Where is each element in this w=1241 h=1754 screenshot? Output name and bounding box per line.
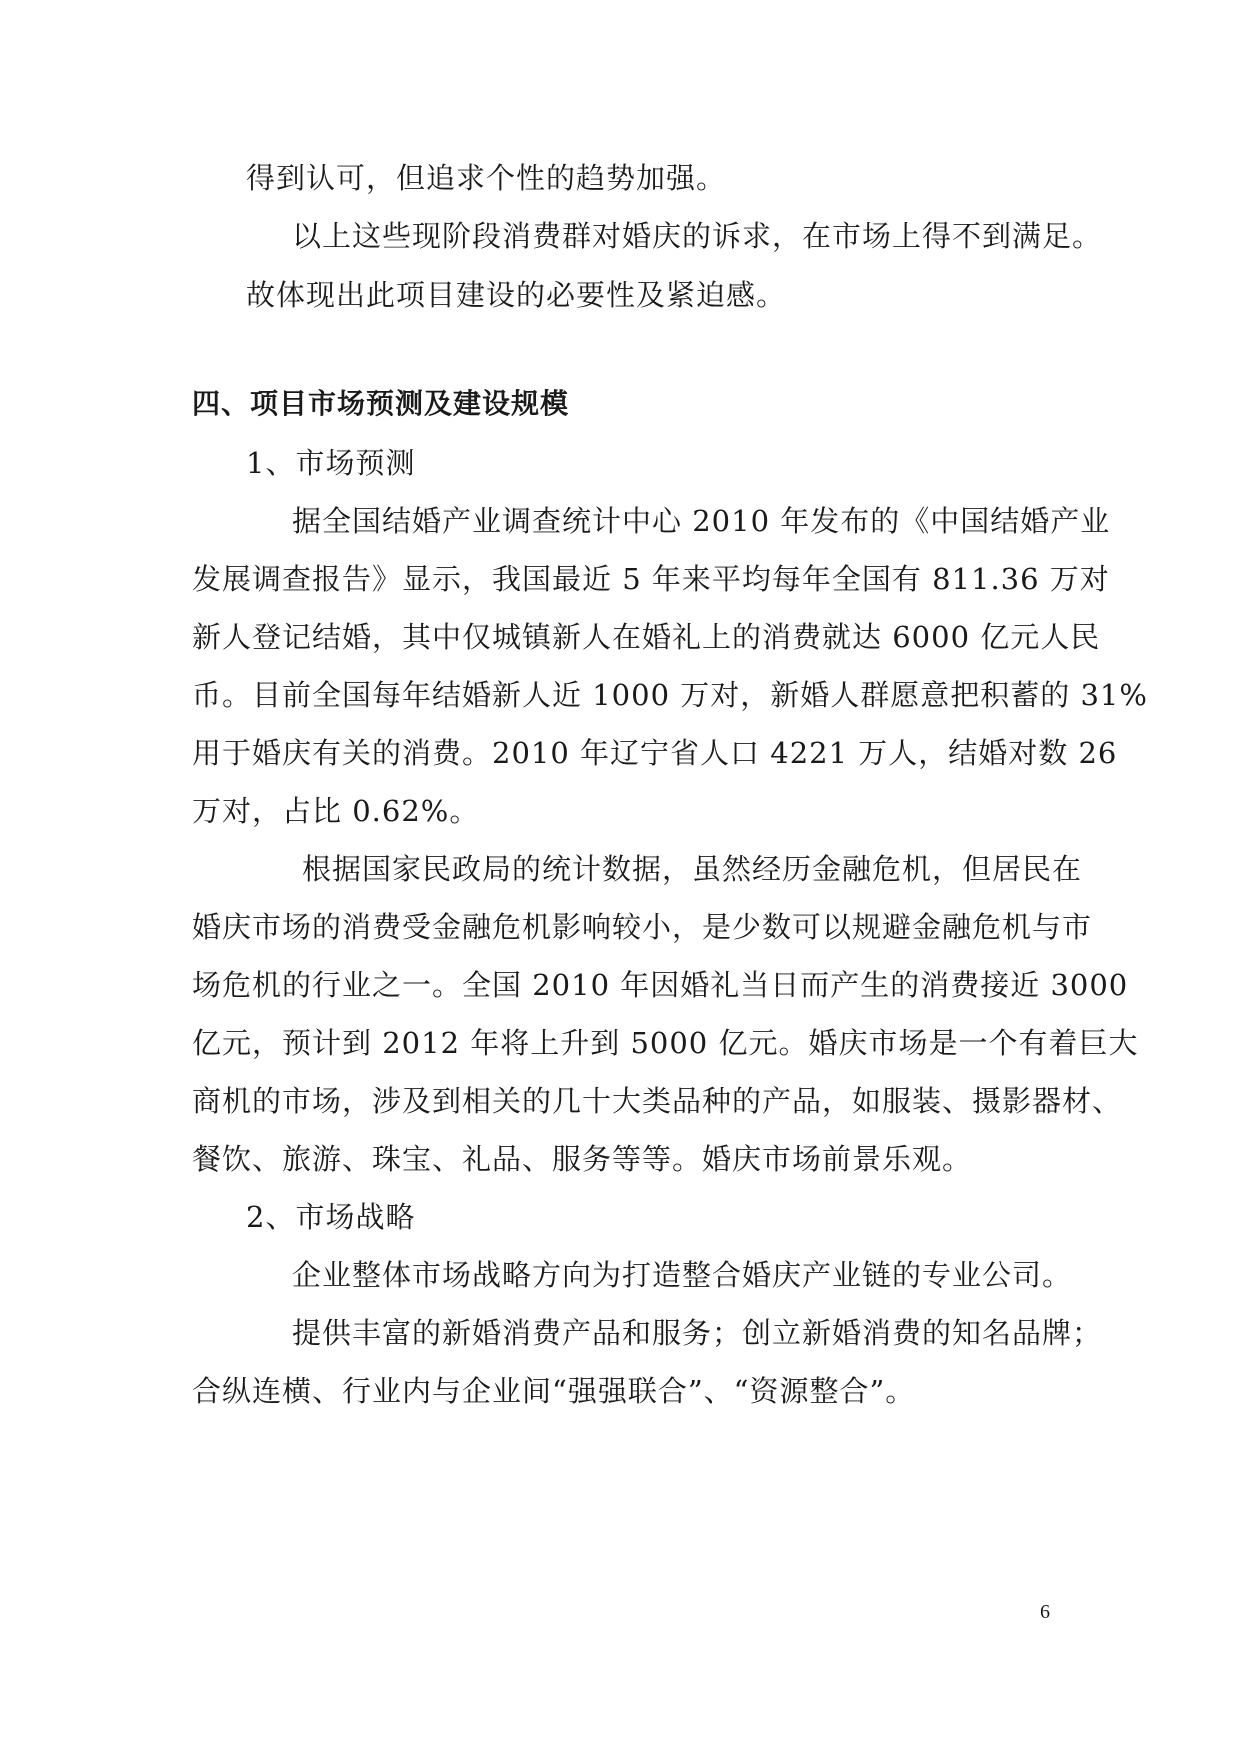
text-line: 以上这些现阶段消费群对婚庆的诉求，在市场上得不到满足。	[292, 219, 1103, 253]
text-line: 企业整体市场战略方向为打造整合婚庆产业链的专业公司。	[292, 1258, 1073, 1292]
text-line: 合纵连横、行业内与企业间“强强联合”、“资源整合”。	[192, 1374, 916, 1408]
section-heading: 四、项目市场预测及建设规模	[192, 387, 570, 420]
text-line: 提供丰富的新婚消费产品和服务；创立新婚消费的知名品牌；	[292, 1316, 1103, 1350]
text-line: 据全国结婚产业调查统计中心 2010 年发布的《中国结婚产业	[292, 504, 1111, 538]
text-line: 新人登记结婚，其中仅城镇新人在婚礼上的消费就达 6000 亿元人民	[192, 620, 1101, 654]
subsection-heading: 1、市场预测	[246, 446, 416, 480]
text-line: 餐饮、旅游、珠宝、礼品、服务等等。婚庆市场前景乐观。	[192, 1142, 973, 1176]
text-line: 万对，占比 0.62%。	[192, 794, 480, 828]
text-line: 用于婚庆有关的消费。2010 年辽宁省人口 4221 万人，结婚对数 26	[192, 736, 1118, 770]
text-line: 发展调查报告》显示，我国最近 5 年来平均每年全国有 811.36 万对	[192, 562, 1110, 596]
text-line: 根据国家民政局的统计数据，虽然经历金融危机，但居民在	[302, 852, 1083, 886]
subsection-heading: 2、市场战略	[246, 1200, 416, 1234]
text-line: 得到认可，但追求个性的趋势加强。	[246, 161, 727, 195]
text-line: 币。目前全国每年结婚新人近 1000 万对，新婚人群愿意把积蓄的 31%	[192, 678, 1148, 712]
page-number: 6	[1040, 1601, 1050, 1623]
text-line: 故体现出此项目建设的必要性及紧迫感。	[246, 278, 787, 312]
text-line: 亿元，预计到 2012 年将上升到 5000 亿元。婚庆市场是一个有着巨大	[192, 1026, 1139, 1060]
text-line: 场危机的行业之一。全国 2010 年因婚礼当日而产生的消费接近 3000	[192, 968, 1129, 1002]
text-line: 婚庆市场的消费受金融危机影响较小，是少数可以规避金融危机与市	[192, 910, 1093, 944]
text-line: 商机的市场，涉及到相关的几十大类品种的产品，如服装、摄影器材、	[192, 1084, 1123, 1118]
